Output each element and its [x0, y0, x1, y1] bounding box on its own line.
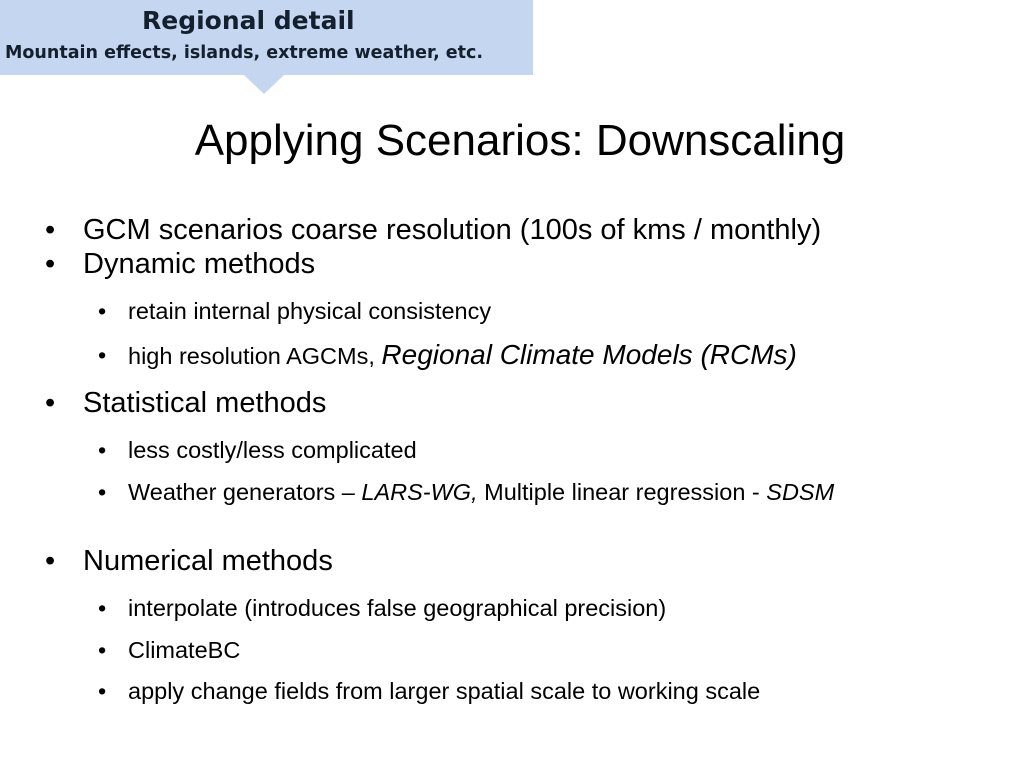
lars-wg-text: LARS-WG,	[361, 479, 478, 505]
sub-bullet-climatebc: • ClimateBC	[128, 636, 908, 664]
banner-title: Regional detail	[142, 6, 355, 35]
sub-bullet-weather-generators	[128, 478, 908, 506]
sdsm-text: SDSM	[766, 479, 835, 505]
weather-generators-text: Weather generators –	[128, 479, 362, 505]
bullet-statistical-methods: • Statistical methods	[83, 387, 326, 420]
high-resolution-text: high resolution AGCMs,	[128, 343, 382, 369]
bullet-gcm-resolution: • GCM scenarios coarse resolution (100s of kms / monthly)	[83, 214, 821, 247]
sub-bullet-high-resolution	[128, 341, 908, 370]
rcm-text: Regional Climate Models (RCMs)	[381, 339, 797, 370]
sub-bullet-less-costly: • less costly/less complicated	[128, 436, 908, 464]
bullet-dynamic-methods: • Dynamic methods	[83, 248, 315, 281]
regression-text: Multiple linear regression -	[477, 479, 767, 505]
sub-bullet-interpolate: • interpolate (introduces false geographical precision)	[128, 594, 908, 622]
bullet-numerical-methods: • Numerical methods	[83, 545, 333, 578]
banner-subtitle: Mountain effects, islands, extreme weather, etc.	[5, 43, 484, 63]
slide-title: Applying Scenarios: Downscaling	[194, 116, 846, 165]
sub-bullet-change-fields: • apply change fields from larger spatial scale to working scale	[128, 677, 908, 705]
sub-bullet-physical-consistency: • retain internal physical consistency	[128, 297, 908, 325]
